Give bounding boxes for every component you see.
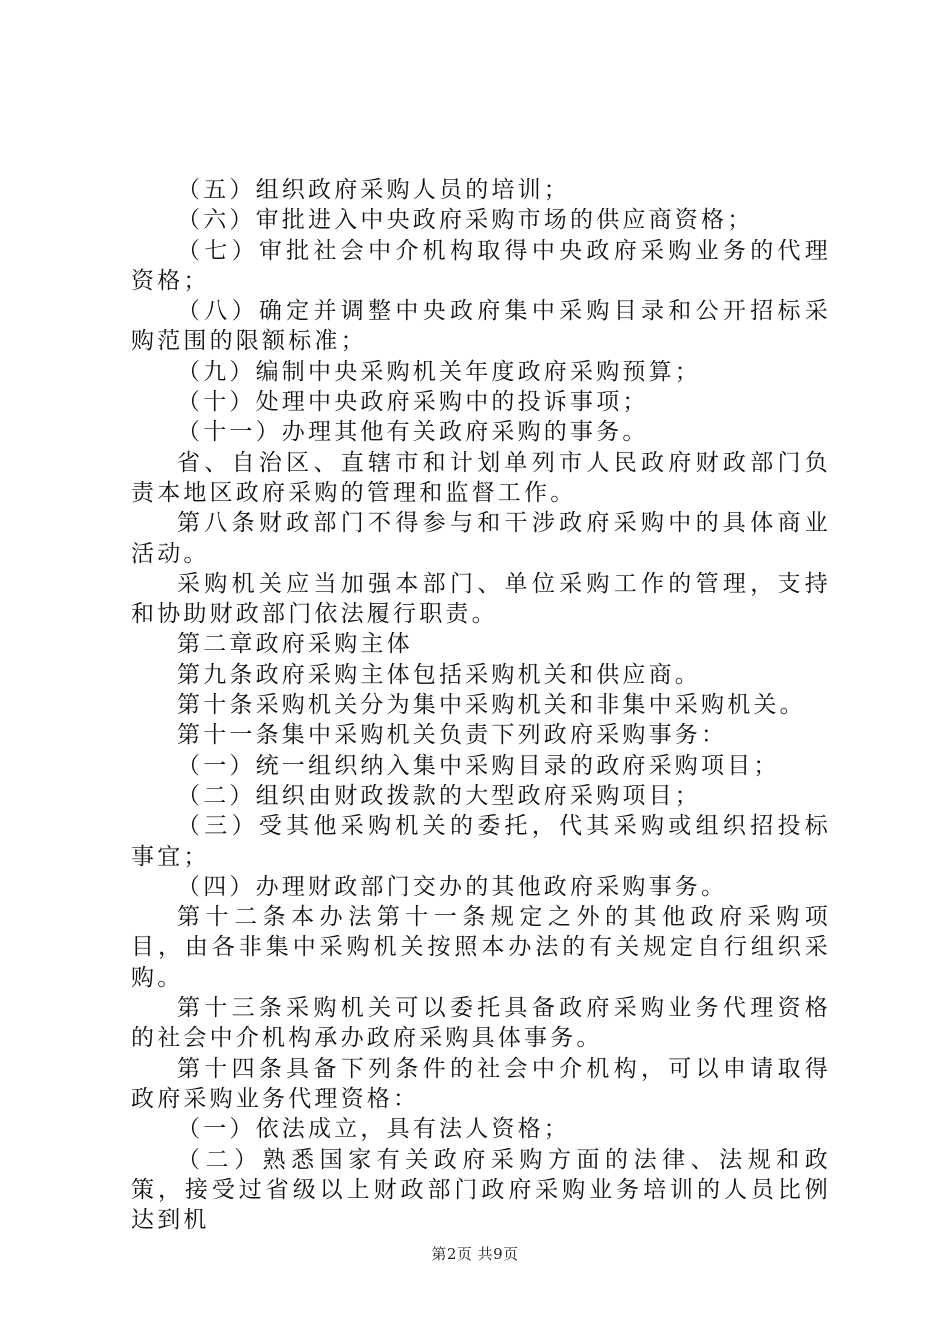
paragraph-provincial-finance: 省、自治区、直辖市和计划单列市人民政府财政部门负责本地区政府采购的管理和监督工作。 [131,449,831,506]
paragraph-item-5: （五）组织政府采购人员的培训； [177,177,570,203]
paragraph-article-9: 第九条政府采购主体包括采购机关和供应商。 [177,661,701,688]
paragraph-article-11: 第十一条集中采购机关负责下列政府采购事务： [177,722,728,749]
paragraph-article-13: 第十三条采购机关可以委托具备政府采购业务代理资格的社会中介机构承办政府采购具体事务。 [131,995,831,1052]
paragraph-article-10: 第十条采购机关分为集中采购机关和非集中采购机关。 [177,692,806,719]
paragraph-article-11-item-1: （一）统一组织纳入集中采购目录的政府采购项目； [177,752,780,779]
paragraph-item-8: （八）确定并调整中央政府集中采购目录和公开招标采购范围的限额标准； [131,298,831,355]
paragraph-item-11: （十一）办理其他有关政府采购的事务。 [177,419,649,446]
paragraph-item-9: （九）编制中央采购机关年度政府采购预算； [177,358,701,385]
paragraph-article-14: 第十四条具备下列条件的社会中介机构，可以申请取得政府采购业务代理资格： [131,1055,831,1112]
paragraph-article-12: 第十二条本办法第十一条规定之外的其他政府采购项目，由各非集中采购机关按照本办法的有关规定自行组织采购。 [131,904,831,991]
paragraph-article-8: 第八条财政部门不得参与和干涉政府采购中的具体商业活动。 [131,510,831,567]
chapter-heading: 第二章政府采购主体 [177,631,413,658]
paragraph-item-7: （七）审批社会中介机构取得中央政府采购业务的代理资格； [131,237,831,294]
paragraph-article-11-item-2: （二）组织由财政拨款的大型政府采购项目； [177,782,701,809]
paragraph-item-10: （十）处理中央政府采购中的投诉事项； [177,389,649,416]
paragraph-article-14-item-2: （二）熟悉国家有关政府采购方面的法律、法规和政策，接受过省级以上财政部门政府采购业务培训的人员比例达到机 [131,1146,831,1234]
paragraph-procurement-agency-duty: 采购机关应当加强本部门、单位采购工作的管理，支持和协助财政部门依法履行职责。 [131,570,831,628]
paragraph-item-6: （六）审批进入中央政府采购市场的供应商资格； [177,207,754,234]
paragraph-article-11-item-3: （三）受其他采购机关的委托，代其采购或组织招投标事宜； [131,813,831,870]
page-footer: 第2页 共9页 [431,1245,519,1263]
paragraph-article-14-item-1: （一）依法成立，具有法人资格； [177,1116,570,1143]
paragraph-article-11-item-4: （四）办理财政部门交办的其他政府采购事务。 [177,873,728,900]
document-body [131,175,831,1235]
